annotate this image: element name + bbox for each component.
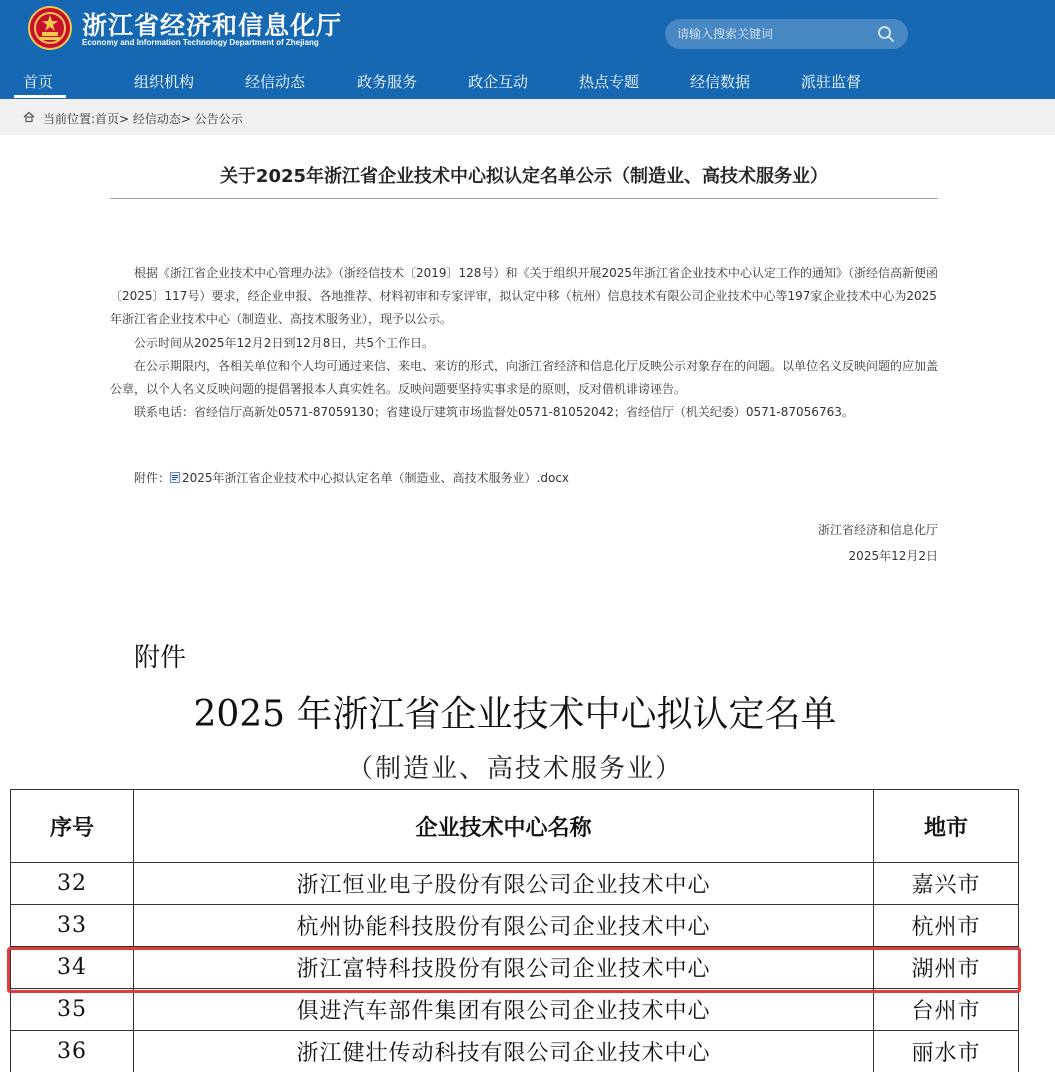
- paragraph: 联系电话：省经信厅高新处0571-87059130；省建设厅建筑市场监督处0571-81052042；省经信厅（机关纪委）0571-87056763。: [134, 405, 854, 420]
- active-nav-indicator: [14, 95, 66, 98]
- nav-item-topics[interactable]: 热点专题: [579, 73, 640, 91]
- column-header-city: 地市: [874, 790, 1019, 863]
- breadcrumb-bar: [0, 99, 1055, 135]
- column-header-index: 序号: [11, 790, 134, 863]
- paragraph: 在公示期限内，各相关单位和个人均可通过来信、来电、来访的形式，向浙江省经济和信息化厅反映公示对象存在的问题。以单位名义反映问题的应加盖公章，以个人名义反映问题的提倡署报本人真实姓名。反映问题要坚持实事求是的原则，反对借机诽谤诬告。: [110, 358, 939, 397]
- home-icon: [23, 111, 35, 123]
- signature-organization: 浙江省经济和信息化厅: [817, 523, 938, 537]
- nav-item-services[interactable]: 政务服务: [357, 73, 418, 91]
- site-subtitle: Economy and Information Technology Department of Zhejiang: [82, 38, 319, 47]
- column-header-name: 企业技术中心名称: [134, 790, 874, 863]
- enterprise-list-table: [10, 789, 1019, 1072]
- row-city: 丽水市: [874, 1031, 1019, 1072]
- table-row: [11, 905, 1019, 947]
- national-emblem-icon[interactable]: [28, 6, 72, 50]
- search-input[interactable]: [677, 24, 867, 44]
- search-box: [665, 19, 908, 49]
- table-row-highlighted: [11, 947, 1019, 989]
- nav-item-interaction[interactable]: 政企互动: [468, 73, 529, 91]
- nav-item-home[interactable]: 首页: [23, 73, 54, 91]
- table-row: [11, 1031, 1019, 1072]
- document-label: 附件: [134, 643, 187, 673]
- paragraph: 根据《浙江省企业技术中心管理办法》（浙经信技术〔2019〕128号）和《关于组织开展2025年浙江省企业技术中心认定工作的通知》（浙经信高新便函〔2025〕117号）要求，经企业申报、各地推荐、材料初审和专家评审，拟认定中移（杭州）信息技术有限公司企业技术中心等197家企业技术中心为2025年浙江省企业技术中心（制造业、高技术服务业），现予以公示。: [110, 266, 938, 327]
- row-index: 33: [11, 905, 134, 947]
- table-header-row: [11, 790, 1019, 863]
- row-enterprise-name: 浙江恒业电子股份有限公司企业技术中心: [134, 863, 874, 905]
- article-title: 关于2025年浙江省企业技术中心拟认定名单公示（制造业、高技术服务业）: [219, 166, 829, 187]
- row-city: 湖州市: [874, 947, 1019, 989]
- attachment-line: [134, 469, 569, 486]
- site-header: [0, 0, 1055, 99]
- row-index: 36: [11, 1031, 134, 1072]
- nav-item-data[interactable]: 经信数据: [690, 73, 751, 91]
- signature-date: 2025年12月2日: [848, 549, 938, 563]
- row-index: 32: [11, 863, 134, 905]
- nav-item-organization[interactable]: 组织机构: [134, 73, 195, 91]
- row-enterprise-name: 浙江健壮传动科技有限公司企业技术中心: [134, 1031, 874, 1072]
- row-index: 34: [11, 947, 134, 989]
- attachment-link[interactable]: 2025年浙江省企业技术中心拟认定名单（制造业、高技术服务业）.docx: [182, 471, 570, 485]
- nav-item-supervision[interactable]: 派驻监督: [801, 73, 862, 91]
- table-row: [11, 863, 1019, 905]
- document-subtitle: （制造业、高技术服务业）: [346, 754, 683, 784]
- search-icon[interactable]: [877, 25, 895, 43]
- document-title: 2025 年浙江省企业技术中心拟认定名单: [193, 694, 837, 735]
- row-city: 台州市: [874, 989, 1019, 1031]
- word-document-icon: [170, 472, 180, 483]
- paragraph: 公示时间从2025年12月2日到12月8日，共5个工作日。: [134, 335, 434, 350]
- row-city: 嘉兴市: [874, 863, 1019, 905]
- row-enterprise-name: 俱进汽车部件集团有限公司企业技术中心: [134, 989, 874, 1031]
- nav-item-news[interactable]: 经信动态: [245, 73, 306, 91]
- row-city: 杭州市: [874, 905, 1019, 947]
- main-nav: [0, 62, 1055, 99]
- row-index: 35: [11, 989, 134, 1031]
- table-row: [11, 989, 1019, 1031]
- attachment-label: 附件：: [134, 471, 171, 485]
- breadcrumb[interactable]: 当前位置:首页> 经信动态> 公告公示: [43, 112, 243, 126]
- title-divider: [110, 198, 938, 199]
- article-body: [110, 262, 940, 424]
- row-enterprise-name: 浙江富特科技股份有限公司企业技术中心: [134, 947, 874, 989]
- row-enterprise-name: 杭州协能科技股份有限公司企业技术中心: [134, 905, 874, 947]
- site-title[interactable]: 浙江省经济和信息化厅: [82, 11, 343, 40]
